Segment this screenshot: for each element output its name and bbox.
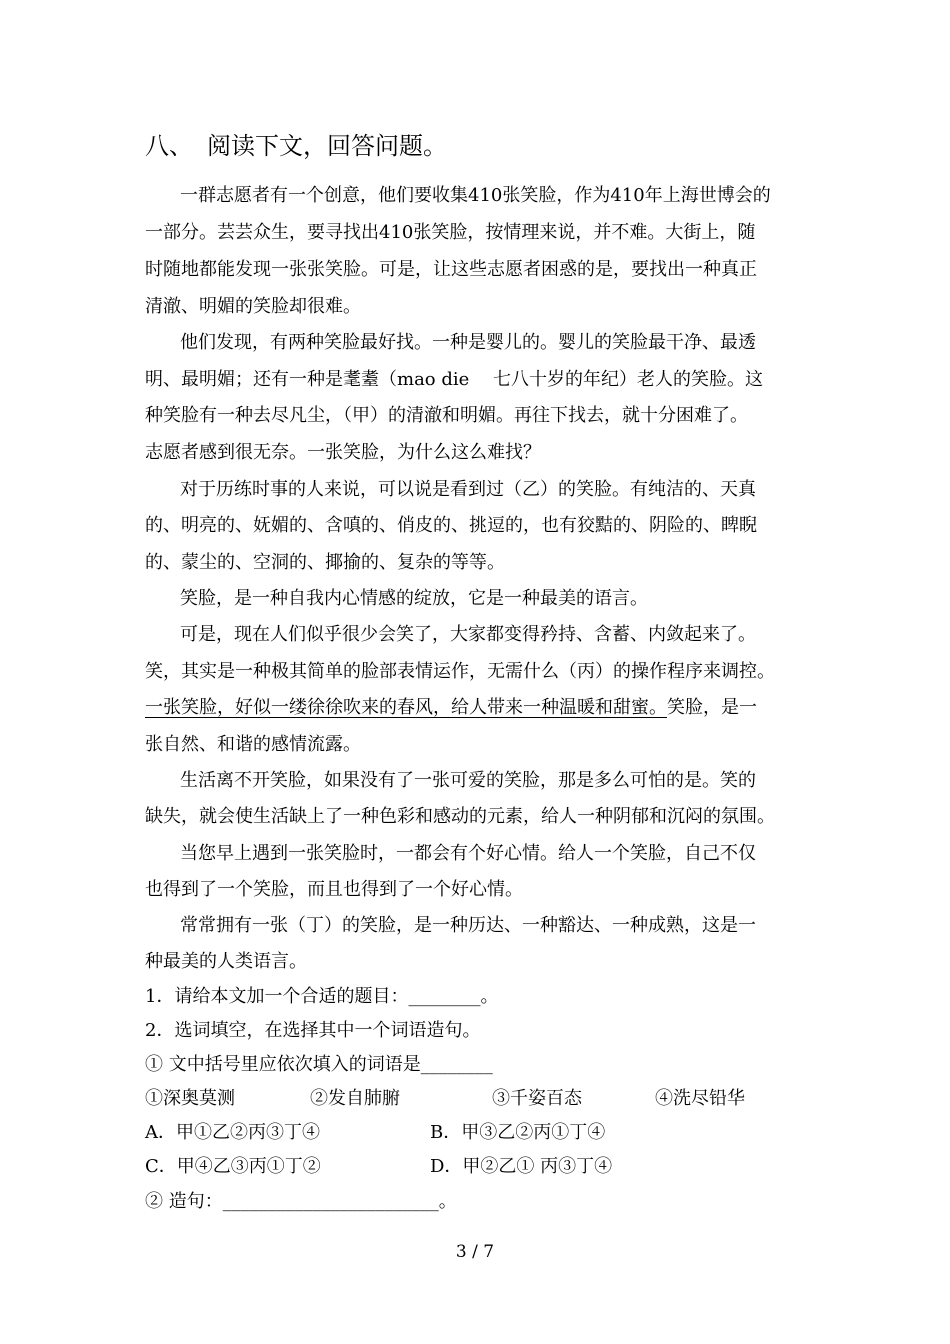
passage-line: 他们发现，有两种笑脸最好找。一种是婴儿的。婴儿的笑脸最干净、最透 xyxy=(180,332,756,353)
section-number: 八、 xyxy=(145,132,193,160)
word-option: ③千姿百态 xyxy=(492,1088,582,1109)
choice-d: D．甲②乙① 丙③丁④ xyxy=(430,1156,613,1177)
passage-line: 张自然、和谐的感情流露。 xyxy=(145,734,361,755)
passage-line: 一部分。芸芸众生，要寻找出410张笑脸，按情理来说，并不难。大街上，随 xyxy=(145,222,756,243)
passage-line: 志愿者感到很无奈。一张笑脸，为什么这么难找？ xyxy=(145,442,541,463)
word-option: ②发自肺腑 xyxy=(310,1088,400,1109)
question-2: 2．选词填空，在选择其中一个词语造句。 xyxy=(145,1020,481,1041)
passage-line xyxy=(145,696,757,720)
passage-line: 一群志愿者有一个创意，他们要收集410张笑脸，作为410年上海世博会的 xyxy=(180,185,771,206)
section-heading xyxy=(145,128,447,164)
section-title: 阅读下文，回答问题。 xyxy=(207,132,447,160)
passage-line: 常常拥有一张（丁）的笑脸，是一种历达、一种豁达、一种成熟，这是一 xyxy=(180,915,756,936)
passage-line: 的、蒙尘的、空洞的、揶揄的、复杂的等等。 xyxy=(145,552,505,573)
passage-line: 清澈、明媚的笑脸却很难。 xyxy=(145,296,361,317)
question-2-part-2: ② 造句：________________________。 xyxy=(145,1191,457,1212)
passage-line: 对于历练时事的人来说，可以说是看到过（乙）的笑脸。有纯洁的、天真 xyxy=(180,479,756,500)
passage-line: 当您早上遇到一张笑脸时，一都会有个好心情。给人一个笑脸，自己不仅 xyxy=(180,843,756,864)
passage-line: 生活离不开笑脸，如果没有了一张可爱的笑脸，那是多么可怕的是。笑的 xyxy=(180,770,756,791)
passage-line: 时随地都能发现一张张笑脸。可是，让这些志愿者困惑的是，要找出一种真正 xyxy=(145,259,757,280)
passage-line: 种笑脸有一种去尽凡尘，（甲）的清澈和明媚。再往下找去，就十分困难了。 xyxy=(145,405,748,426)
passage-line: 种最美的人类语言。 xyxy=(145,951,307,972)
passage-line: 明、最明媚；还有一种是耄耋（mao die 七八十岁的年纪）老人的笑脸。这 xyxy=(145,369,764,390)
question-1: 1．请给本文加一个合适的题目：________。 xyxy=(145,986,499,1007)
choice-a: A．甲①乙②丙③丁④ xyxy=(145,1122,320,1143)
passage-line: 缺失，就会使生活缺上了一种色彩和感动的元素，给人一种阴郁和沉闷的氛围。 xyxy=(145,806,775,827)
question-2-part-1: ① 文中括号里应依次填入的词语是________ xyxy=(145,1054,493,1075)
word-option: ①深奥莫测 xyxy=(145,1088,235,1109)
passage-text: 笑脸，是一 xyxy=(667,697,757,718)
page-number: 3 / 7 xyxy=(455,1242,495,1262)
choice-c: C．甲④乙③丙①丁② xyxy=(145,1156,321,1177)
choice-b: B．甲③乙②丙①丁④ xyxy=(430,1122,606,1143)
passage-line: 的、明亮的、妩媚的、含嗔的、俏皮的、挑逗的，也有狡黠的、阴险的、睥睨 xyxy=(145,515,757,536)
underlined-sentence: 一张笑脸，好似一缕徐徐吹来的春风，给人带来一种温暖和甜蜜。 xyxy=(145,697,667,718)
passage-line: 也得到了一个笑脸，而且也得到了一个好心情。 xyxy=(145,879,523,900)
word-option: ④洗尽铅华 xyxy=(655,1088,745,1109)
passage-line: 笑脸，是一种自我内心情感的绽放，它是一种最美的语言。 xyxy=(180,588,648,609)
passage-line: 笑，其实是一种极其简单的脸部表情运作，无需什么（丙）的操作程序来调控。 xyxy=(145,661,775,682)
passage-line: 可是，现在人们似乎很少会笑了，大家都变得矜持、含蓄、内敛起来了。 xyxy=(180,624,756,645)
